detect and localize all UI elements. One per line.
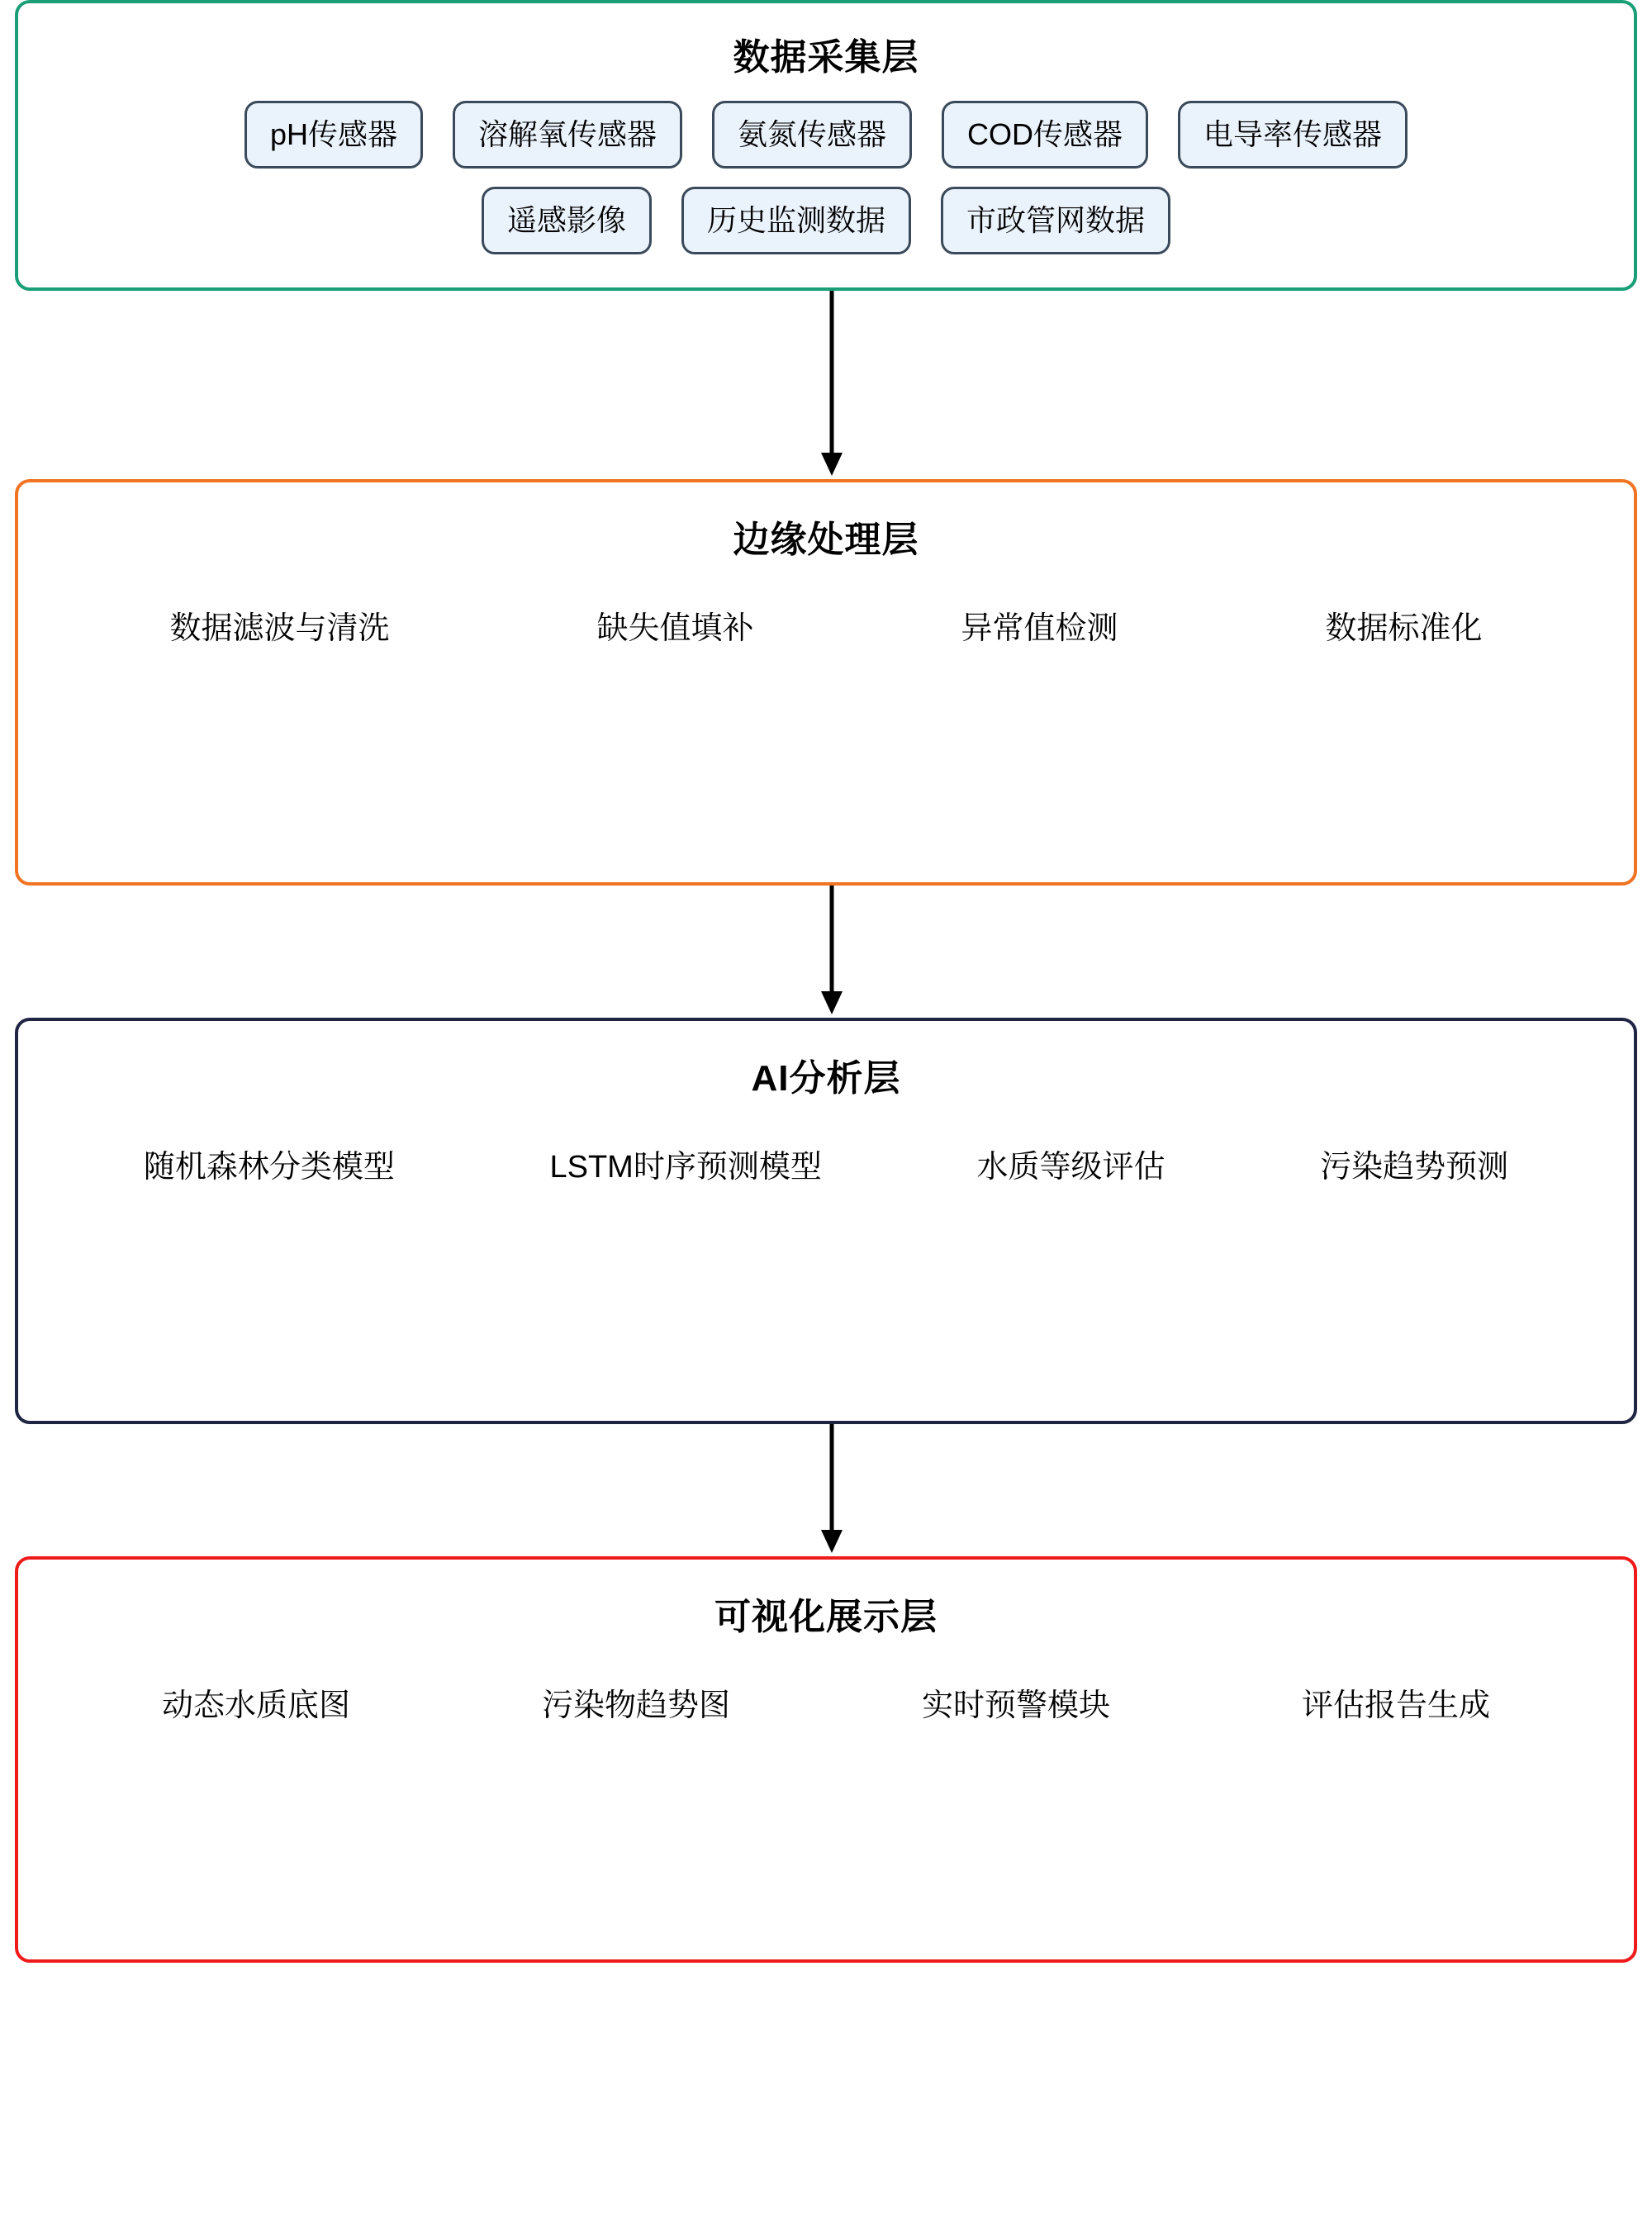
layer-ai-analysis bbox=[15, 1018, 1637, 1424]
connector-edge-to-ai bbox=[15, 886, 1637, 1018]
edge-processing-items bbox=[43, 612, 1609, 647]
node-ph-sensor: pH传感器 bbox=[244, 101, 423, 169]
node-cod-sensor: COD传感器 bbox=[942, 101, 1148, 169]
node-lstm-forecast-model: LSTM时序预测模型 bbox=[549, 1149, 822, 1185]
ai-analysis-items bbox=[43, 1151, 1609, 1185]
arrow-down-icon bbox=[815, 291, 848, 479]
layer-title-ai-analysis: AI分析层 bbox=[751, 1058, 901, 1099]
layer-title-data-collection: 数据采集层 bbox=[733, 37, 919, 78]
node-data-filtering-cleaning: 数据滤波与清洗 bbox=[169, 610, 390, 646]
node-remote-sensing-imagery: 遥感影像 bbox=[482, 187, 652, 254]
connector-collection-to-edge bbox=[15, 291, 1637, 479]
node-water-quality-grading: 水质等级评估 bbox=[976, 1149, 1165, 1185]
node-data-standardization: 数据标准化 bbox=[1325, 610, 1483, 646]
node-assessment-report-generation: 评估报告生成 bbox=[1301, 1688, 1490, 1723]
arrow-down-icon bbox=[815, 886, 848, 1018]
node-pollution-trend-prediction: 污染趋势预测 bbox=[1320, 1149, 1509, 1185]
arrow-down-icon bbox=[815, 1424, 848, 1556]
sensor-row-secondary bbox=[48, 187, 1604, 254]
visualization-items bbox=[43, 1689, 1609, 1724]
connector-ai-to-visualization bbox=[15, 1424, 1637, 1556]
node-dissolved-oxygen-sensor: 溶解氧传感器 bbox=[453, 101, 682, 169]
layer-visualization bbox=[15, 1556, 1637, 1963]
layer-title-edge-processing: 边缘处理层 bbox=[733, 520, 919, 561]
node-pollutant-trend-chart: 污染物趋势图 bbox=[541, 1688, 730, 1723]
node-conductivity-sensor: 电导率传感器 bbox=[1178, 101, 1408, 169]
node-random-forest-model: 随机森林分类模型 bbox=[143, 1149, 395, 1185]
layer-title-visualization: 可视化展示层 bbox=[714, 1597, 938, 1638]
node-municipal-pipeline-data: 市政管网数据 bbox=[941, 187, 1170, 254]
node-outlier-detection: 异常值检测 bbox=[961, 610, 1118, 646]
node-ammonia-nitrogen-sensor: 氨氮传感器 bbox=[712, 101, 912, 169]
node-realtime-alert-module: 实时预警模块 bbox=[921, 1688, 1110, 1723]
node-historical-monitoring-data: 历史监测数据 bbox=[681, 187, 911, 254]
sensor-row-primary bbox=[48, 101, 1604, 169]
layer-edge-processing bbox=[15, 479, 1637, 886]
layer-data-collection bbox=[15, 0, 1637, 291]
node-dynamic-water-quality-basemap: 动态水质底图 bbox=[161, 1688, 350, 1723]
node-missing-value-imputation: 缺失值填补 bbox=[596, 610, 754, 646]
